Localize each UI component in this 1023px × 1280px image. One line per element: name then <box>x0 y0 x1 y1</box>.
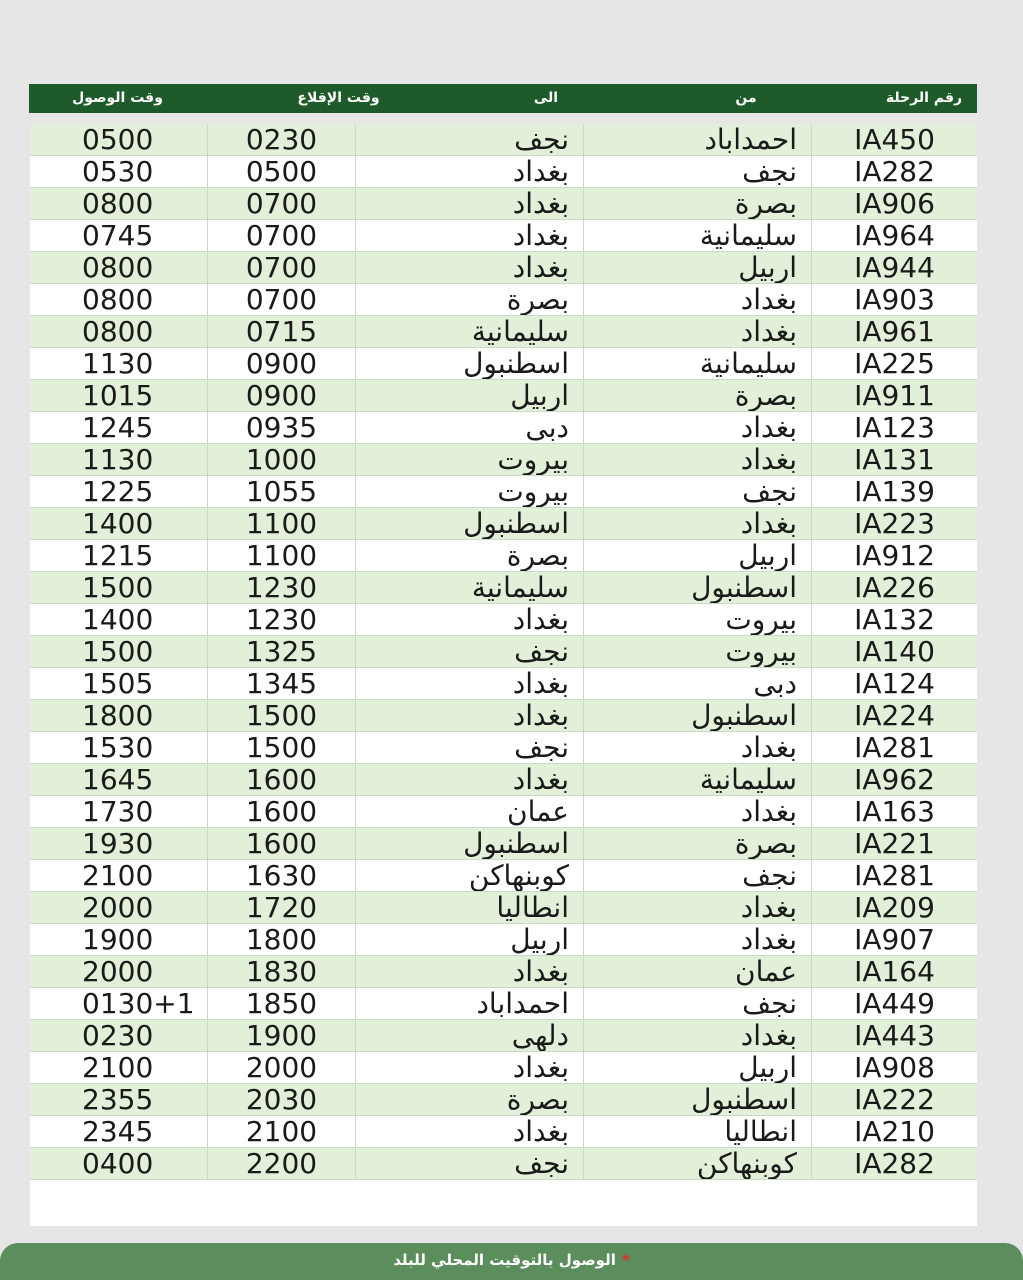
arrival-time-cell: 1500 <box>82 636 154 667</box>
destination-cell: اسطنبول <box>355 348 583 379</box>
flight-number-cell: IA222 <box>811 1084 977 1115</box>
table-row <box>30 1148 977 1180</box>
destination-cell: نجف <box>355 1148 583 1179</box>
departure-time-cell: 1230 <box>207 604 355 635</box>
arrival-time-cell: 1500 <box>82 572 154 603</box>
departure-time-cell: 1000 <box>207 444 355 475</box>
arrival-time-cell: 0800 <box>82 284 154 315</box>
departure-time-cell: 0700 <box>207 284 355 315</box>
destination-cell: اربيل <box>355 380 583 411</box>
table-row <box>30 508 977 540</box>
destination-cell: نجف <box>355 124 583 155</box>
table-header <box>29 84 977 113</box>
flight-number-cell: IA140 <box>811 636 977 667</box>
departure-time-cell: 1345 <box>207 668 355 699</box>
departure-time-cell: 0230 <box>207 124 355 155</box>
arrival-time-cell: 2355 <box>82 1084 154 1115</box>
destination-cell: سليمانية <box>355 572 583 603</box>
arrival-time-cell: 0745 <box>82 220 154 251</box>
flight-number-cell: IA132 <box>811 604 977 635</box>
arrival-time-cell: 1645 <box>82 764 154 795</box>
destination-cell: بغداد <box>355 1052 583 1083</box>
destination-cell: دبى <box>355 412 583 443</box>
destination-cell: بصرة <box>355 284 583 315</box>
destination-cell: بغداد <box>355 188 583 219</box>
arrival-time-cell: 1015 <box>82 380 154 411</box>
destination-cell: بغداد <box>355 604 583 635</box>
origin-cell: بغداد <box>583 316 811 347</box>
origin-cell: بصرة <box>583 828 811 859</box>
destination-cell: بغداد <box>355 1116 583 1147</box>
flight-number-cell: IA908 <box>811 1052 977 1083</box>
flight-number-cell: IA964 <box>811 220 977 251</box>
flight-number-cell: IA281 <box>811 732 977 763</box>
table-row <box>30 284 977 316</box>
departure-time-cell: 1720 <box>207 892 355 923</box>
destination-cell: بيروت <box>355 476 583 507</box>
footer-note: الوصول بالتوقيت المحلي للبلد <box>393 1251 616 1269</box>
arrival-time-cell: 1900 <box>82 924 154 955</box>
destination-cell: اسطنبول <box>355 508 583 539</box>
table-row <box>30 220 977 252</box>
arrival-time-cell: 1930 <box>82 828 154 859</box>
table-row <box>30 668 977 700</box>
flight-number-cell: IA225 <box>811 348 977 379</box>
arrival-time-cell: 0800 <box>82 252 154 283</box>
flight-number-cell: IA226 <box>811 572 977 603</box>
table-row <box>30 156 977 188</box>
departure-time-cell: 1100 <box>207 540 355 571</box>
origin-cell: اسطنبول <box>583 1084 811 1115</box>
departure-time-cell: 2000 <box>207 1052 355 1083</box>
flight-number-cell: IA139 <box>811 476 977 507</box>
table-row <box>30 1084 977 1116</box>
table-row <box>30 188 977 220</box>
header-to: الى <box>533 90 559 106</box>
destination-cell: سليمانية <box>355 316 583 347</box>
flight-number-cell: IA911 <box>811 380 977 411</box>
table-row <box>30 380 977 412</box>
departure-time-cell: 1100 <box>207 508 355 539</box>
table-row <box>30 924 977 956</box>
origin-cell: نجف <box>583 860 811 891</box>
table-row <box>30 444 977 476</box>
table-row <box>30 956 977 988</box>
origin-cell: سليمانية <box>583 348 811 379</box>
table-row <box>30 572 977 604</box>
destination-cell: بصرة <box>355 540 583 571</box>
destination-cell: عمان <box>355 796 583 827</box>
table-row <box>30 892 977 924</box>
destination-cell: نجف <box>355 732 583 763</box>
origin-cell: دبى <box>583 668 811 699</box>
origin-cell: سليمانية <box>583 764 811 795</box>
departure-time-cell: 0700 <box>207 188 355 219</box>
arrival-time-cell: 1730 <box>82 796 154 827</box>
destination-cell: احمداباد <box>355 988 583 1019</box>
arrival-time-cell: 1130 <box>82 444 154 475</box>
header-departure: وقت الإقلاع <box>297 90 380 106</box>
destination-cell: دلهى <box>355 1020 583 1051</box>
flight-number-cell: IA449 <box>811 988 977 1019</box>
table-row <box>30 476 977 508</box>
arrival-time-cell: 2345 <box>82 1116 154 1147</box>
origin-cell: نجف <box>583 988 811 1019</box>
destination-cell: بغداد <box>355 700 583 731</box>
header-arrival: وقت الوصول <box>72 90 163 106</box>
origin-cell: اسطنبول <box>583 700 811 731</box>
origin-cell: بغداد <box>583 1020 811 1051</box>
origin-cell: بغداد <box>583 412 811 443</box>
table-row <box>30 796 977 828</box>
schedule-panel <box>30 124 977 1226</box>
origin-cell: عمان <box>583 956 811 987</box>
departure-time-cell: 0715 <box>207 316 355 347</box>
destination-cell: بغداد <box>355 668 583 699</box>
departure-time-cell: 1800 <box>207 924 355 955</box>
arrival-time-cell: 1505 <box>82 668 154 699</box>
destination-cell: بغداد <box>355 220 583 251</box>
arrival-time-cell: 0500 <box>82 124 154 155</box>
table-row <box>30 764 977 796</box>
flight-number-cell: IA281 <box>811 860 977 891</box>
origin-cell: بيروت <box>583 636 811 667</box>
flight-number-cell: IA210 <box>811 1116 977 1147</box>
flight-number-cell: IA282 <box>811 1148 977 1179</box>
flight-number-cell: IA163 <box>811 796 977 827</box>
departure-time-cell: 2200 <box>207 1148 355 1179</box>
arrival-time-cell: 0800 <box>82 316 154 347</box>
departure-time-cell: 1600 <box>207 828 355 859</box>
arrival-time-cell: 2000 <box>82 956 154 987</box>
table-row <box>30 828 977 860</box>
origin-cell: بغداد <box>583 796 811 827</box>
destination-cell: اربيل <box>355 924 583 955</box>
table-row <box>30 732 977 764</box>
flight-number-cell: IA221 <box>811 828 977 859</box>
departure-time-cell: 0700 <box>207 252 355 283</box>
table-row <box>30 348 977 380</box>
flight-number-cell: IA912 <box>811 540 977 571</box>
flight-number-cell: IA164 <box>811 956 977 987</box>
header-from: من <box>735 90 757 106</box>
table-row <box>30 860 977 892</box>
flight-table <box>30 124 977 1180</box>
table-row <box>30 700 977 732</box>
departure-time-cell: 1055 <box>207 476 355 507</box>
origin-cell: بصرة <box>583 188 811 219</box>
departure-time-cell: 1600 <box>207 796 355 827</box>
origin-cell: كوبنهاكن <box>583 1148 811 1179</box>
arrival-time-cell: 0400 <box>82 1148 154 1179</box>
departure-time-cell: 0500 <box>207 156 355 187</box>
origin-cell: بغداد <box>583 924 811 955</box>
arrival-time-cell: 1130 <box>82 348 154 379</box>
arrival-time-cell: 1215 <box>82 540 154 571</box>
origin-cell: بغداد <box>583 732 811 763</box>
origin-cell: بيروت <box>583 604 811 635</box>
origin-cell: اربيل <box>583 540 811 571</box>
departure-time-cell: 1630 <box>207 860 355 891</box>
footer-marker: * <box>621 1251 630 1269</box>
origin-cell: اربيل <box>583 1052 811 1083</box>
arrival-time-cell: 2100 <box>82 1052 154 1083</box>
destination-cell: بصرة <box>355 1084 583 1115</box>
departure-time-cell: 1325 <box>207 636 355 667</box>
arrival-time-cell: 0800 <box>82 188 154 219</box>
arrival-time-cell: 1225 <box>82 476 154 507</box>
arrival-time-cell: 0230 <box>82 1020 154 1051</box>
departure-time-cell: 1230 <box>207 572 355 603</box>
departure-time-cell: 0900 <box>207 348 355 379</box>
departure-time-cell: 1500 <box>207 732 355 763</box>
arrival-time-cell: 1400 <box>82 508 154 539</box>
destination-cell: بغداد <box>355 956 583 987</box>
destination-cell: انطاليا <box>355 892 583 923</box>
departure-time-cell: 0935 <box>207 412 355 443</box>
destination-cell: بغداد <box>355 764 583 795</box>
table-row <box>30 316 977 348</box>
origin-cell: نجف <box>583 476 811 507</box>
destination-cell: بغداد <box>355 156 583 187</box>
footer-note-bar <box>0 1243 1023 1280</box>
departure-time-cell: 1830 <box>207 956 355 987</box>
arrival-time-cell: 2100 <box>82 860 154 891</box>
flight-number-cell: IA450 <box>811 124 977 155</box>
destination-cell: اسطنبول <box>355 828 583 859</box>
table-row <box>30 1052 977 1084</box>
table-row <box>30 1116 977 1148</box>
arrival-time-cell: 1530 <box>82 732 154 763</box>
flight-number-cell: IA124 <box>811 668 977 699</box>
arrival-time-cell: 2000 <box>82 892 154 923</box>
origin-cell: بغداد <box>583 444 811 475</box>
flight-number-cell: IA123 <box>811 412 977 443</box>
flight-number-cell: IA903 <box>811 284 977 315</box>
arrival-time-cell: 0130+1 <box>82 988 195 1019</box>
origin-cell: بصرة <box>583 380 811 411</box>
flight-number-cell: IA944 <box>811 252 977 283</box>
table-row <box>30 540 977 572</box>
origin-cell: احمداباد <box>583 124 811 155</box>
destination-cell: كوبنهاكن <box>355 860 583 891</box>
origin-cell: اربيل <box>583 252 811 283</box>
flight-number-cell: IA224 <box>811 700 977 731</box>
table-row <box>30 604 977 636</box>
origin-cell: انطاليا <box>583 1116 811 1147</box>
flight-number-cell: IA131 <box>811 444 977 475</box>
departure-time-cell: 0900 <box>207 380 355 411</box>
origin-cell: نجف <box>583 156 811 187</box>
flight-number-cell: IA962 <box>811 764 977 795</box>
departure-time-cell: 1600 <box>207 764 355 795</box>
table-row <box>30 412 977 444</box>
flight-number-cell: IA282 <box>811 156 977 187</box>
departure-time-cell: 0700 <box>207 220 355 251</box>
origin-cell: بغداد <box>583 892 811 923</box>
arrival-time-cell: 1245 <box>82 412 154 443</box>
table-row <box>30 636 977 668</box>
origin-cell: اسطنبول <box>583 572 811 603</box>
flight-number-cell: IA443 <box>811 1020 977 1051</box>
departure-time-cell: 1850 <box>207 988 355 1019</box>
flight-number-cell: IA223 <box>811 508 977 539</box>
arrival-time-cell: 1800 <box>82 700 154 731</box>
destination-cell: بيروت <box>355 444 583 475</box>
flight-number-cell: IA961 <box>811 316 977 347</box>
table-row <box>30 1020 977 1052</box>
origin-cell: بغداد <box>583 508 811 539</box>
header-flight: رقم الرحلة <box>885 90 963 106</box>
arrival-time-cell: 0530 <box>82 156 154 187</box>
departure-time-cell: 2100 <box>207 1116 355 1147</box>
arrival-time-cell: 1400 <box>82 604 154 635</box>
flight-number-cell: IA907 <box>811 924 977 955</box>
departure-time-cell: 2030 <box>207 1084 355 1115</box>
table-row <box>30 988 977 1020</box>
origin-cell: بغداد <box>583 284 811 315</box>
destination-cell: نجف <box>355 636 583 667</box>
departure-time-cell: 1900 <box>207 1020 355 1051</box>
destination-cell: بغداد <box>355 252 583 283</box>
origin-cell: سليمانية <box>583 220 811 251</box>
flight-number-cell: IA209 <box>811 892 977 923</box>
table-row <box>30 124 977 156</box>
departure-time-cell: 1500 <box>207 700 355 731</box>
flight-number-cell: IA906 <box>811 188 977 219</box>
table-row <box>30 252 977 284</box>
